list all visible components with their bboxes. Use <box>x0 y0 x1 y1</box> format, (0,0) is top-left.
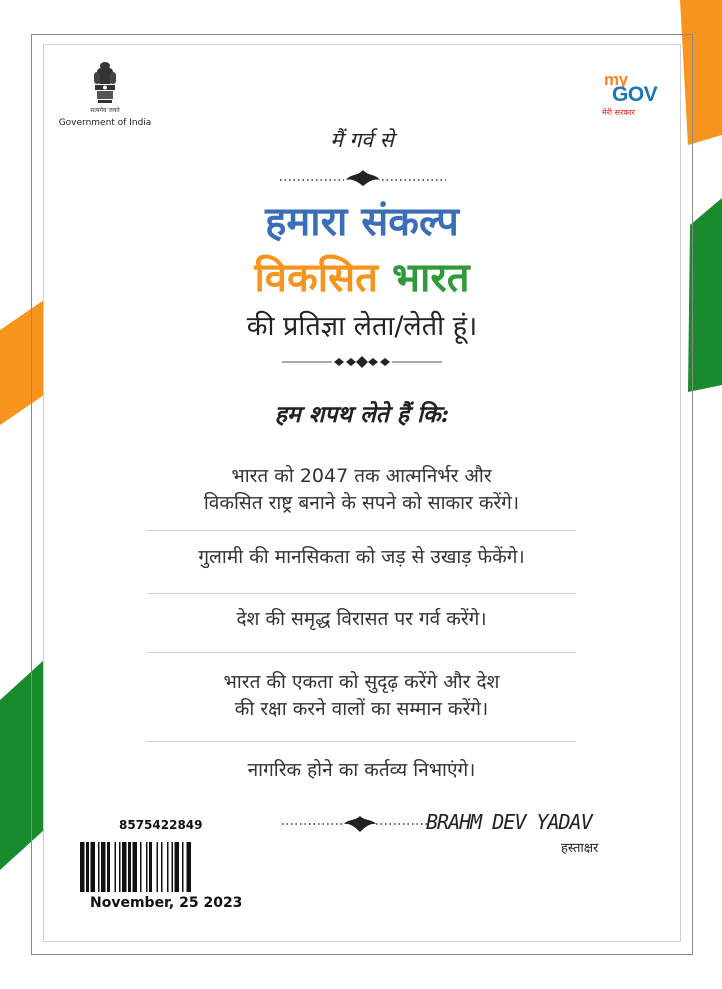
barcode-bar <box>86 842 89 892</box>
barcode-bar <box>172 842 174 892</box>
vow-line: विकसित राष्ट्र बनाने के सपने को साकार करेंगे। <box>203 492 520 514</box>
barcode-bar <box>128 842 131 892</box>
vow-line: की रक्षा करने वालों का सम्मान करेंगे। <box>234 698 489 720</box>
title-bharat: भारत <box>391 255 470 301</box>
vow-item <box>147 669 576 723</box>
divider <box>147 741 576 742</box>
divider <box>147 530 576 531</box>
vow-line: भारत को 2047 तक आत्मनिर्भर और <box>231 465 492 487</box>
pledge-date: November, 25 2023 <box>90 895 243 911</box>
vow-item <box>147 606 576 633</box>
barcode-bar <box>101 842 106 892</box>
mygov-logo <box>596 70 666 120</box>
vow-line: नागरिक होने का कर्तव्य निभाएंगे। <box>247 759 476 781</box>
oath-heading: हम शपथ लेते हैं कि: <box>274 401 450 428</box>
divider <box>147 593 576 594</box>
barcode-bar <box>161 842 163 892</box>
barcode-bar <box>115 842 117 892</box>
divider <box>147 652 576 653</box>
barcode-bar <box>149 842 152 892</box>
title-viksit-bharat <box>43 248 681 303</box>
government-of-india-label: Government of India <box>58 118 152 128</box>
dotted-ornament-divider-icon <box>278 168 448 188</box>
vow-item <box>147 757 576 784</box>
barcode-bar <box>122 842 127 892</box>
vow-line: गुलामी की मानसिकता को जड़ से उखाड़ फेकेंगे। <box>198 546 525 568</box>
signature-label: हस्ताक्षर <box>561 841 599 856</box>
barcode-bar <box>182 842 184 892</box>
mygov-my-text: my <box>604 70 628 89</box>
pledge-intro: मैं गर्व से <box>330 128 394 152</box>
diamond-ornament-divider-icon <box>282 355 442 369</box>
barcode-bar <box>167 842 169 892</box>
title-viksit: विकसित <box>254 255 378 301</box>
barcode-bar <box>80 842 85 892</box>
barcode-bar <box>119 842 121 892</box>
barcode-icon <box>80 842 262 892</box>
vow-line: देश की समृद्ध विरासत पर गर्व करेंगे। <box>236 608 487 630</box>
barcode-bar <box>98 842 100 892</box>
barcode-bar <box>146 842 148 892</box>
barcode-bar <box>133 842 138 892</box>
pledge-line: की प्रतिज्ञा लेता/लेती हूं। <box>246 311 478 342</box>
vow-line: भारत की एकता को सुदृढ़ करेंगे और देश <box>223 671 500 693</box>
title-hamara-sankalp: हमारा संकल्प <box>265 199 459 245</box>
barcode-bar <box>91 842 96 892</box>
barcode-bar <box>157 842 159 892</box>
national-emblem-icon <box>88 60 122 110</box>
barcode-bar <box>107 842 110 892</box>
phone-number: 8575422849 <box>119 818 203 832</box>
signature-ornament-icon <box>280 812 430 836</box>
green-swoosh-right <box>688 198 722 392</box>
barcode-bar <box>175 842 180 892</box>
barcode-bar <box>140 842 142 892</box>
signature: BRAHM DEV YADAV <box>426 810 592 834</box>
barcode-bar <box>187 842 192 892</box>
vow-item <box>147 463 576 517</box>
mygov-tagline: मेरी सरकार <box>602 108 635 117</box>
emblem-motto: सत्यमेव जयते <box>90 107 120 114</box>
mygov-gov-text: GOV <box>612 83 658 106</box>
vow-item <box>147 544 576 571</box>
